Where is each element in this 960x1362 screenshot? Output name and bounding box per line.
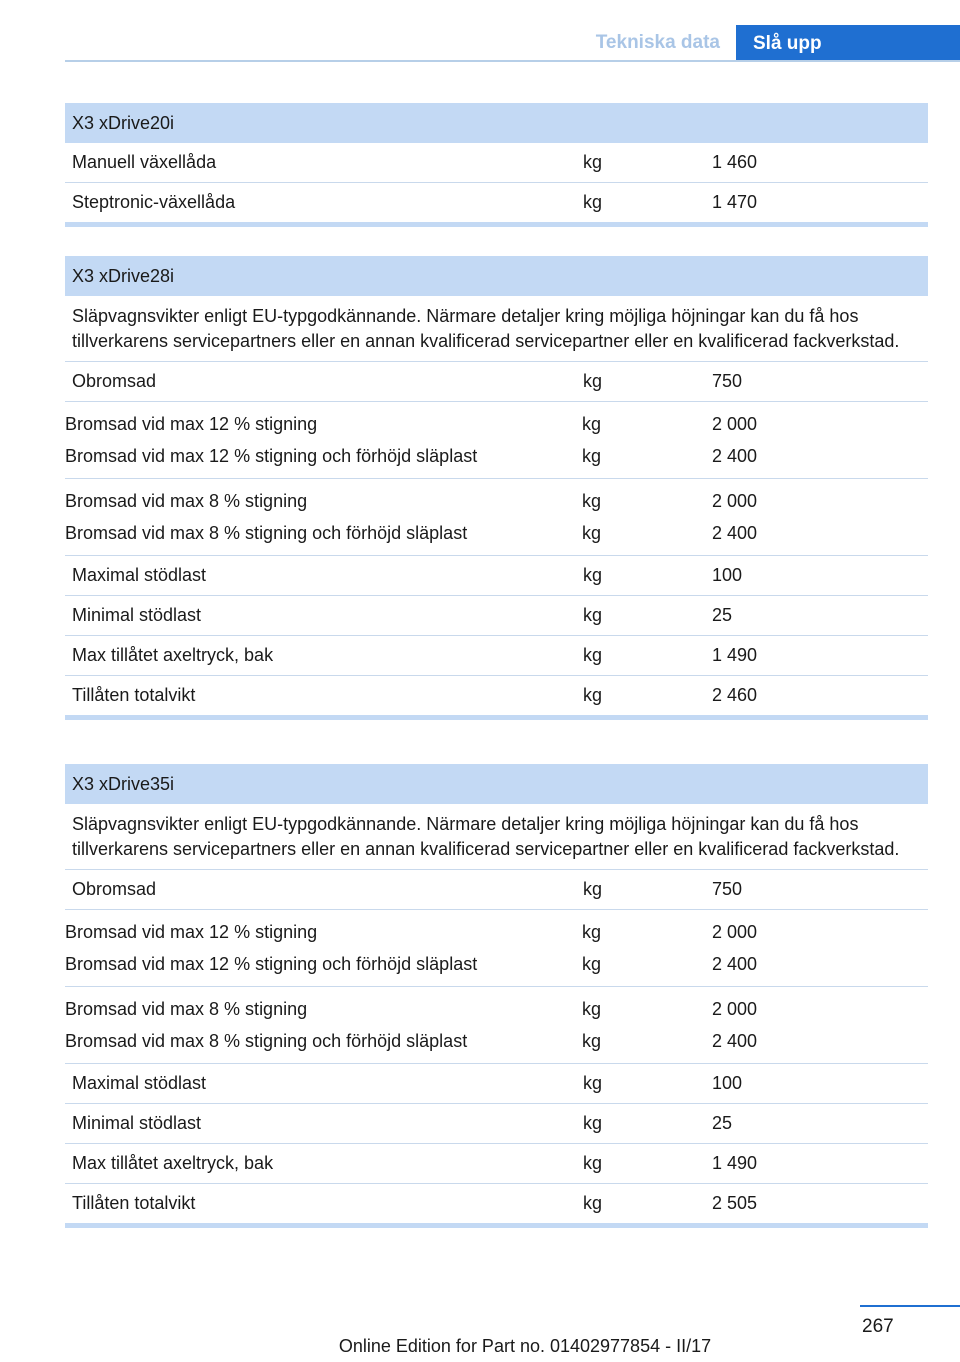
table-row [65,910,928,987]
row-unit: kg [583,645,603,665]
row-label: Obromsad [72,879,157,899]
row-value: 2 000 [712,413,758,434]
row-unit: kg [582,921,602,942]
table-end-bar [65,1223,928,1228]
row-unit: kg [583,879,603,899]
row-label: Bromsad vid max 8 % stigning och förhöjd släplast [65,1030,468,1051]
row-value: 2 505 [712,1193,758,1213]
section-tab-tekniska-data[interactable]: Tekniska data [595,31,720,53]
table-title: X3 xDrive28i [65,256,928,296]
row-label: Steptronic-växellåda [72,192,236,212]
row-value: 1 460 [712,152,758,172]
row-unit: kg [583,1073,603,1093]
row-unit: kg [582,1030,602,1051]
table-row [65,479,928,556]
table-row [65,870,928,910]
row-label: Max tillåtet axeltryck, bak [72,1153,274,1173]
row-unit: kg [582,953,602,974]
row-label: Max tillåtet axeltryck, bak [72,645,274,665]
row-unit: kg [582,490,602,511]
table-row [65,1064,928,1104]
row-unit: kg [582,998,602,1019]
row-label: Bromsad vid max 12 % stigning och förhöjd släplast [65,445,478,466]
table-row [65,636,928,676]
page-number: 267 [862,1316,894,1337]
row-value: 2 000 [712,921,758,942]
row-label: Bromsad vid max 8 % stigning [65,490,308,511]
row-value: 2 400 [712,953,758,974]
row-unit: kg [583,565,603,585]
row-unit: kg [583,685,603,705]
row-label: Maximal stödlast [72,565,207,585]
row-value: 25 [712,1113,733,1133]
table-note: Släpvagnsvikter enligt EU-typgodkännande. Närmare detaljer kring möjliga höjningar kan du få hos tillverkarens servicepartners eller en annan kvalificerad servicepartner eller en kvalificerad fackverkstad. [65,296,928,362]
table-end-bar [65,715,928,720]
row-value: 750 [712,879,743,899]
row-label: Maximal stödlast [72,1073,207,1093]
row-unit: kg [582,522,602,543]
row-value: 100 [712,1073,743,1093]
row-label: Obromsad [72,371,157,391]
row-unit: kg [583,192,603,212]
row-value: 2 460 [712,685,758,705]
table-row [65,1144,928,1184]
row-label: Tillåten totalvikt [72,685,196,705]
tab-sla-upp[interactable]: Slå upp [736,25,960,62]
row-value: 2 400 [712,522,758,543]
row-label: Minimal stödlast [72,605,202,625]
table-row [65,183,928,222]
table-title: X3 xDrive20i [65,103,928,143]
row-value: 1 490 [712,1153,758,1173]
footer-edition: Online Edition for Part no. 01402977854 - II/17 [338,1336,712,1356]
row-value: 1 490 [712,645,758,665]
row-unit: kg [583,152,603,172]
row-unit: kg [583,605,603,625]
row-value: 100 [712,565,743,585]
row-label: Manuell växellåda [72,152,217,172]
table-row [65,143,928,183]
table-end-bar [65,222,928,227]
table-row [65,596,928,636]
table-x3-xdrive28i [65,256,928,720]
table-row [65,556,928,596]
row-unit: kg [583,1153,603,1173]
table-row [65,362,928,402]
table-x3-xdrive35i [65,764,928,1228]
table-row [65,676,928,715]
table-row [65,1104,928,1144]
row-unit: kg [582,413,602,434]
row-label: Tillåten totalvikt [72,1193,196,1213]
table-row [65,987,928,1064]
row-label: Minimal stödlast [72,1113,202,1133]
row-value: 1 470 [712,192,758,212]
page-number-rule [860,1305,960,1307]
row-label: Bromsad vid max 8 % stigning och förhöjd släplast [65,522,468,543]
row-unit: kg [582,445,602,466]
table-note: Släpvagnsvikter enligt EU-typgodkännande. Närmare detaljer kring möjliga höjningar kan du få hos tillverkarens servicepartners eller en annan kvalificerad servicepartner eller en kvalificerad fackverkstad. [65,804,928,870]
row-value: 2 400 [712,1030,758,1051]
row-value: 25 [712,605,733,625]
row-label: Bromsad vid max 12 % stigning [65,413,318,434]
table-x3-xdrive20i [65,103,928,227]
table-title: X3 xDrive35i [65,764,928,804]
row-value: 2 000 [712,490,758,511]
row-value: 2 000 [712,998,758,1019]
table-row [65,1184,928,1223]
row-label: Bromsad vid max 12 % stigning och förhöjd släplast [65,953,478,974]
row-label: Bromsad vid max 8 % stigning [65,998,308,1019]
row-unit: kg [583,371,603,391]
header-divider [65,60,960,62]
row-value: 750 [712,371,743,391]
row-label: Bromsad vid max 12 % stigning [65,921,318,942]
row-unit: kg [583,1193,603,1213]
table-row [65,402,928,479]
row-unit: kg [583,1113,603,1133]
row-value: 2 400 [712,445,758,466]
